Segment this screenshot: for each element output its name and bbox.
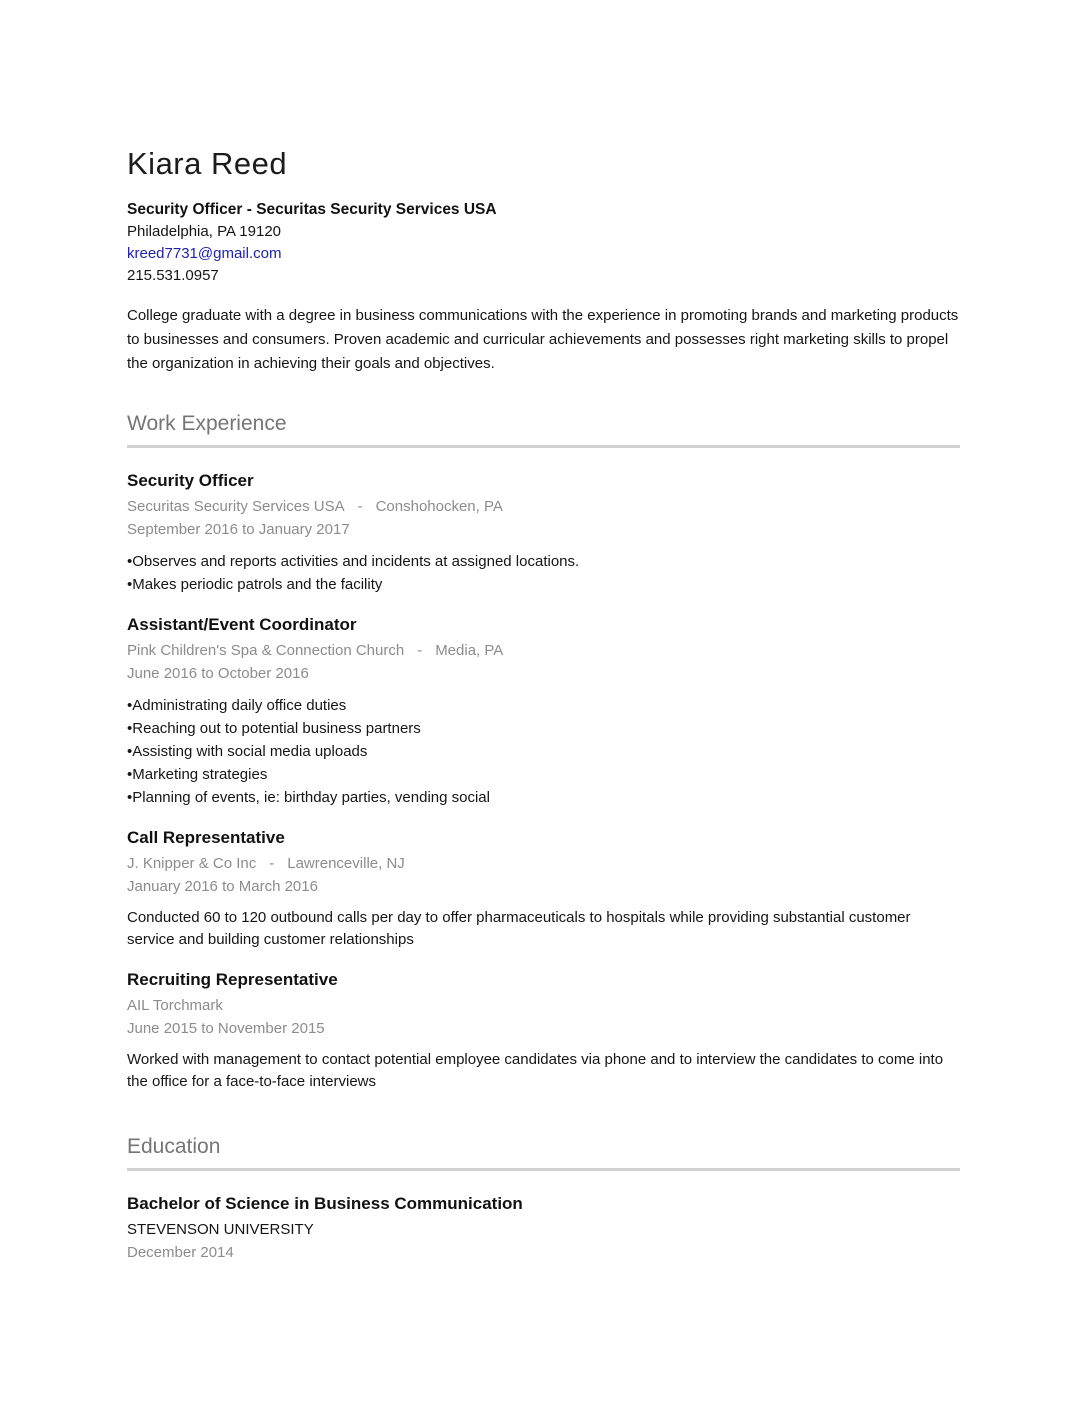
graduation-date: December 2014: [127, 1244, 234, 1261]
job-entry: [127, 469, 960, 596]
company-name: Pink Children's Spa & Connection Church: [127, 642, 405, 659]
work-experience-title: Work Experience: [127, 412, 287, 435]
section-divider: [127, 445, 960, 448]
job-title: Assistant/Event Coordinator: [127, 615, 357, 634]
job-title: Call Representative: [127, 828, 285, 847]
email-link[interactable]: kreed7731@gmail.com: [127, 245, 282, 262]
job-dates: June 2016 to October 2016: [127, 665, 309, 682]
job-location: Media, PA: [435, 642, 504, 659]
company-name: AIL Torchmark: [127, 997, 223, 1014]
company-location-separator: -: [269, 855, 275, 872]
job-location: Conshohocken, PA: [375, 498, 503, 515]
resume-headline: Security Officer - Securitas Security Services USA: [127, 201, 497, 218]
job-bullet-list: [127, 550, 960, 596]
bullet-item: • Observes and reports activities and incidents at assigned locations.: [127, 550, 960, 573]
job-entry: [127, 968, 960, 1093]
bullet-item: • Makes periodic patrols and the facility: [127, 573, 960, 596]
section-divider: [127, 1168, 960, 1171]
job-company-location: [127, 639, 960, 662]
job-entry: [127, 826, 960, 951]
bullet-item: • Planning of events, ie: birthday parties, vending social: [127, 786, 960, 809]
contact-phone: 215.531.0957: [127, 267, 219, 284]
summary-text: College graduate with a degree in business communications with the experience in promoting brands and marketing products to businesses and consumers. Proven academic and curricular achievements and possesses right marketing skills to propel the organization in achieving their goals and objectives.: [127, 307, 959, 372]
job-title: Security Officer: [127, 471, 254, 490]
bullet-item: • Administrating daily office duties: [127, 694, 960, 717]
education-entry: [127, 1192, 960, 1264]
job-company-location: [127, 495, 960, 518]
job-title: Recruiting Representative: [127, 970, 338, 989]
school-name: STEVENSON UNIVERSITY: [127, 1221, 314, 1238]
job-location: Lawrenceville, NJ: [287, 855, 405, 872]
job-description: Worked with management to contact potential employee candidates via phone and to interview the candidates to come into the office for a face-to-face interviews: [127, 1051, 944, 1090]
job-entry: [127, 613, 960, 809]
job-company-location: [127, 994, 960, 1017]
company-location-separator: -: [417, 642, 423, 659]
education-section: [127, 1135, 960, 1264]
resume-name: Kiara Reed: [127, 146, 288, 181]
bullet-item: • Assisting with social media uploads: [127, 740, 960, 763]
bullet-item: • Reaching out to potential business partners: [127, 717, 960, 740]
job-dates: June 2015 to November 2015: [127, 1020, 325, 1037]
education-title: Education: [127, 1135, 221, 1158]
degree-name: Bachelor of Science in Business Communication: [127, 1194, 523, 1213]
work-experience-section: [127, 412, 960, 1093]
job-description: Conducted 60 to 120 outbound calls per day to offer pharmaceuticals to hospitals while providing substantial customer service and building customer relationships: [127, 909, 911, 948]
contact-address: Philadelphia, PA 19120: [127, 223, 282, 240]
company-location-separator: -: [357, 498, 363, 515]
resume-header: [127, 146, 960, 376]
job-company-location: [127, 852, 960, 875]
job-bullet-list: [127, 694, 960, 809]
company-name: J. Knipper & Co Inc: [127, 855, 257, 872]
job-dates: January 2016 to March 2016: [127, 878, 318, 895]
job-dates: September 2016 to January 2017: [127, 521, 350, 538]
bullet-item: • Marketing strategies: [127, 763, 960, 786]
company-name: Securitas Security Services USA: [127, 498, 345, 515]
